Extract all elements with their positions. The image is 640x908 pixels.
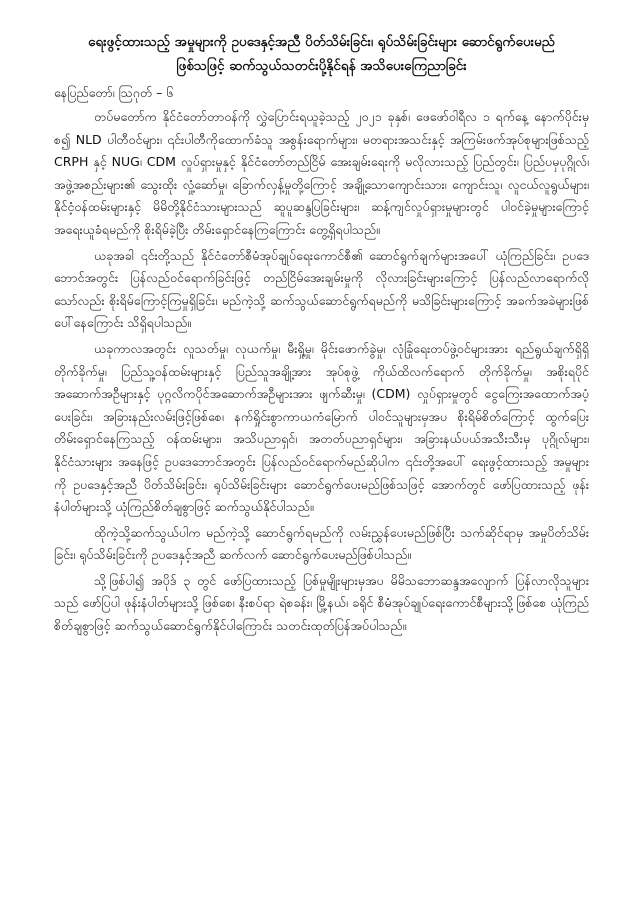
paragraph-2: ယခုအခါ ၎င်းတို့သည် နိုင်ငံတော်စီမံအုပ်ချုပ်ရေးကောင်စီ၏ ဆောင်ရွက်ချက်များအပေါ် ယုံကြည်ခြင်း၊ ဥပဒေဘောင်အတွင်း ပြန်လည်ဝင်ရောက်ခြင်းဖြင့် တည်ငြိမ်အေးချမ်းမှုကို လိုလားခြင်းများကြောင့် ပြန်လည်လာရောက်လိုသော်လည်း စိုးရိမ်ကြောင့်ကြမှုရှိခြင်း၊ မည်ကဲ့သို့ ဆက်သွယ်ဆောင်ရွက်ရမည်ကို မသိခြင်းများကြောင့် အခက်အခဲများဖြစ်ပေါ်နေကြောင်း သိရှိရပါသည်။	[54, 247, 589, 331]
announcement-page	[54, 30, 589, 890]
title-line-2: ဖြစ်သဖြင့် ဆက်သွယ်သတင်းပို့နိုင်ရန် အသိပေးကြေညာခြင်း	[176, 58, 467, 74]
paragraph-4: ထိုကဲ့သို့ဆက်သွယ်ပါက မည်ကဲ့သို့ ဆောင်ရွက်ရမည်ကို လမ်းညွှန်ပေးမည်ဖြစ်ပြီး သက်ဆိုင်ရာမှ အမှုပိတ်သိမ်းခြင်း၊ ရုပ်သိမ်းခြင်းကို ဥပဒေနှင့်အညီ ဆက်လက် ဆောင်ရွက်ပေးမည်ဖြစ်ပါသည်။	[54, 524, 589, 563]
title-line-1: ရေးဖွင့်ထားသည့် အမှုများကို ဥပဒေနှင့်အညီ ပိတ်သိမ်းခြင်း၊ ရုပ်သိမ်းခြင်းများ ဆောင်ရွက်ပေးမည်	[88, 34, 555, 50]
dateline: နေပြည်တော်၊ ဩဂုတ် – ၆	[54, 85, 174, 100]
paragraph-3: ယခုကာလအတွင်း လူသတ်မှု၊ လုယက်မှု၊ မီးရှို့မှု၊ မိုင်းဖောက်ခွဲမှု၊ လုံခြုံရေးတပ်ဖွဲ့ဝင်များအား ရည်ရွယ်ချက်ရှိရှိ တိုက်ခိုက်မှု၊ ပြည်သူ့ဝန်ထမ်းများနှင့် ပြည်သူအချို့အား အုပ်စုဖွဲ့ ကိုယ်ထိလက်ရောက် တိုက်ခိုက်မှု၊ အစိုးရပိုင်အဆောက်အဦများနှင့် ပုဂ္ဂလိကပိုင်အဆောက်အဦများအား ဖျက်ဆီးမှု၊ (CDM) လှုပ်ရှားမှုတွင် ငွေကြေးအထောက်အပံ့ ပေးခြင်း၊ အခြားနည်းလမ်းဖြင့်ဖြစ်စေ၊ နက်ရှိုင်းစွာကာယကံမြောက် ပါဝင်သူများမှအပ စိုးရိမ်စိတ်ကြောင့် ထွက်ပြေးတိမ်းရှောင်နေကြသည့် ဝန်ထမ်းများ၊ အသိပညာရှင်၊ အတတ်ပညာရှင်များ၊ အခြားနယ်ပယ်အသီးသီးမှ ပုဂ္ဂိုလ်များ၊ နိုင်ငံသားများ အနေဖြင့် ဥပဒေဘောင်အတွင်း ပြန်လည်ဝင်ရောက်မည်ဆိုပါက ၎င်းတို့အပေါ် ရေးဖွင့်ထားသည့် အမှုများကို ဥပဒေနှင့်အညီ ပိတ်သိမ်းခြင်း၊ ရုပ်သိမ်းခြင်းများ ဆောင်ရွက်ပေးမည်ဖြစ်သဖြင့် အောက်တွင် ဖော်ပြထားသည့် ဖုန်းနံပါတ်များသို့ ယုံကြည်စိတ်ချစွာဖြင့် ဆက်သွယ်နိုင်ပါသည်။	[54, 340, 589, 515]
announcement-title	[54, 30, 589, 78]
paragraph-1: တပ်မတော်က နိုင်ငံတော်တာဝန်ကို လွှဲပြောင်းရယူခဲ့သည့် ၂၀၂၁ ခုနှစ်၊ ဖေဖော်ဝါရီလ ၁ ရက်နေ့ နောက်ပိုင်းမှစ၍ NLD ပါတီဝင်များ၊ ၎င်းပါတီကိုထောက်ခံသူ အစွန်းရောက်များ၊ မတရားအသင်းနှင့် အကြမ်းဖက်အုပ်စုများဖြစ်သည့် CRPH နှင့် NUG၊ CDM လှုပ်ရှားမှုနှင့် နိုင်ငံတော်တည်ငြိမ် အေးချမ်းရေးကို မလိုလားသည့် ပြည်တွင်း၊ ပြည်ပမှပုဂ္ဂိုလ်၊ အဖွဲ့အစည်းများ၏ သွေးထိုး လှုံ့ဆော်မှု၊ ခြောက်လှန့်မှုတို့ကြောင့် အချို့သောကျောင်းသား၊ ကျောင်းသူ၊ လူငယ်လူရွယ်များ၊ နိုင်ငံ့ဝန်ထမ်းများနှင့် မိမိတို့နိုင်ငံသားများသည် ဆူပူဆန္ဒပြခြင်းများ၊ ဆန့်ကျင်လှုပ်ရှားမှုများတွင် ပါဝင်ခဲ့မှုများကြောင့် အရေးယူခံရမည်ကို စိုးရိမ်ခဲ့ပြီး တိမ်းရှောင်နေကြကြောင်း တွေ့ရှိရပါသည်။	[54, 109, 589, 237]
paragraph-5: သို့ဖြစ်ပါ၍ အပိုဒ် ၃ တွင် ဖော်ပြထားသည့် ပြစ်မှုမျိုးများမှအပ မိမိသဘောဆန္ဒအလျောက် ပြန်လာလိုသူများသည် ဖော်ပြပါ ဖုန်းနံပါတ်များသို့ ဖြစ်စေ၊ နီးစပ်ရာ ရဲစခန်း၊ မြို့နယ်၊ ခရိုင် စီမံအုပ်ချုပ်ရေးကောင်စီများသို့ဖြစ်စေ ယုံကြည်စိတ်ချစွာဖြင့် ဆက်သွယ်ဆောင်ရွက်နိုင်ပါကြောင်း သတင်းထုတ်ပြန်အပ်ပါသည်။	[54, 572, 589, 634]
